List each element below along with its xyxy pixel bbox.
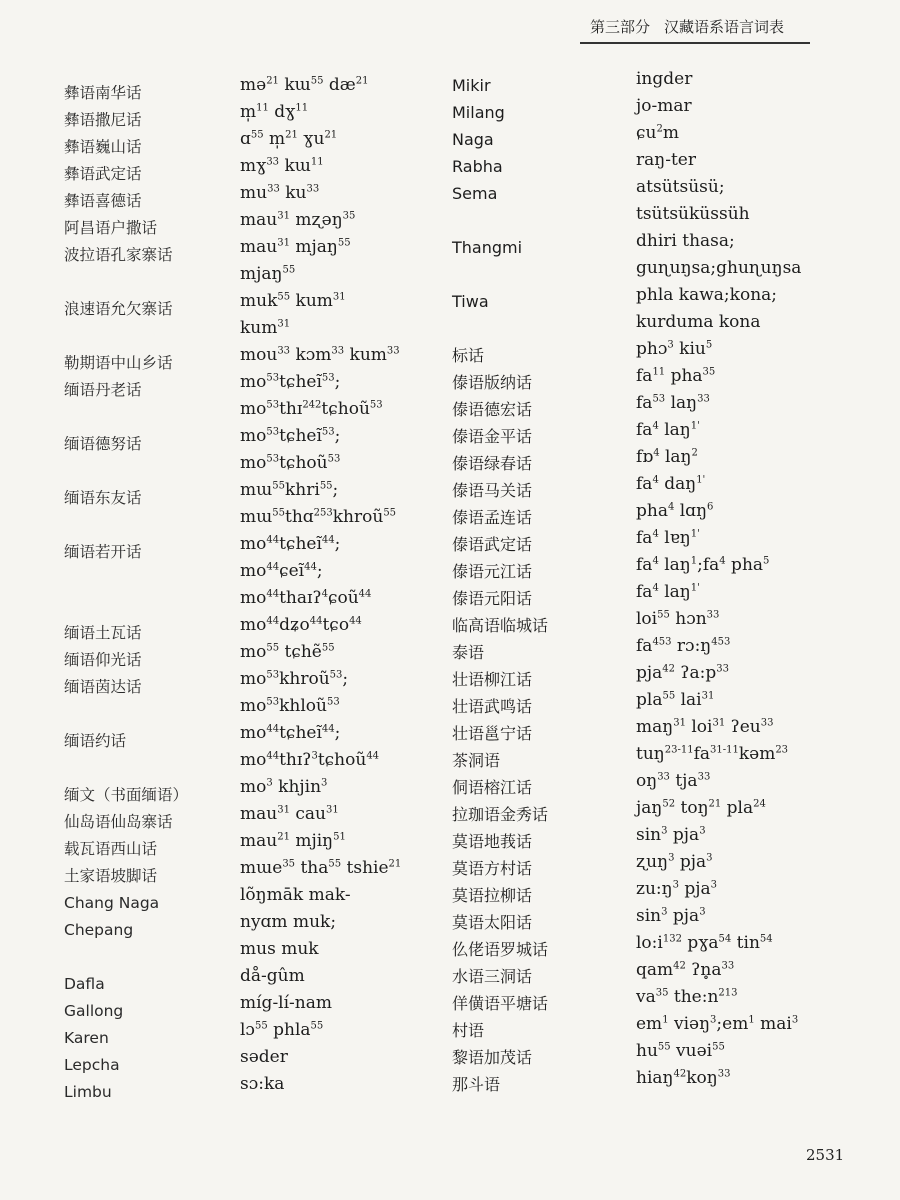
- word-form: $lo:i^{132}$ pɣa$^{54}$ tin$^{54}$: [636, 933, 773, 953]
- word-form: mau$^{21}$ mjiŋ$^{51}$: [240, 831, 346, 851]
- word-form: $oŋ^{33}$ tja$^{33}$: [636, 771, 711, 791]
- language-name: 傣语绿春话: [452, 454, 533, 473]
- word-form: mau$^{31}$ mʐəŋ$^{35}$: [240, 210, 356, 230]
- word-form: míg-lí-nam: [240, 993, 333, 1013]
- word-form: $mo^{53}khroũ^{53}$;: [240, 669, 349, 689]
- word-form: $mo^{53}tɕheĩ^{53}$;: [240, 426, 341, 446]
- word-form: mɯ$^{55}$thɑ$^{253}$khroũ$^{55}$: [240, 507, 397, 527]
- word-form: $fa^4$ lɐŋ$^{1'}$: [636, 528, 700, 548]
- language-name: 缅语德努话: [64, 435, 142, 453]
- language-name: 壮语武鸣话: [452, 697, 533, 716]
- language-name: [64, 458, 234, 485]
- language-name: 水语三洞话: [452, 967, 533, 986]
- word-form: ɑ$^{55}$ m̩$^{21}$ ɣu$^{21}$: [240, 129, 338, 149]
- word-form: raŋ-ter: [636, 150, 696, 170]
- language-name: 标话: [452, 346, 485, 365]
- word-form: $mo^{53}tɕheĩ^{53}$;: [240, 372, 341, 392]
- header-part: 第三部分: [590, 18, 651, 36]
- language-name: 佯僙语平塘话: [452, 994, 549, 1013]
- word-form: ingder: [636, 69, 693, 89]
- language-name: [64, 566, 234, 593]
- word-form: sɔ:ka: [240, 1074, 285, 1094]
- running-header: [590, 16, 800, 42]
- language-name: 莫语太阳话: [452, 913, 533, 932]
- language-name: Dafla: [64, 975, 105, 993]
- word-form: $em^1$ $viəŋ^3;em^1$ mai$^3$: [636, 1014, 799, 1034]
- language-name: 缅语丹老话: [64, 381, 142, 399]
- word-form: $mo^{44}thɪʔ^3tɕhoũ^{44}$: [240, 750, 380, 770]
- language-name: 傣语版纳话: [452, 373, 533, 392]
- word-form: maŋ$^{31}$ loi$^{31}$ ʔeu$^{33}$: [636, 717, 774, 737]
- page-number: 2531: [806, 1146, 845, 1164]
- language-name: [64, 944, 234, 971]
- word-form: $fa^4$ laŋ$^{1'}$: [636, 420, 700, 440]
- language-name: 黎语加茂话: [452, 1048, 533, 1067]
- language-name: Naga: [452, 130, 494, 149]
- language-name: Rabha: [452, 157, 503, 176]
- language-name: [64, 404, 234, 431]
- word-form: pja$^{42}$ $ʔa:p^{33}$: [636, 663, 730, 683]
- word-form: ɕu$^2$m: [636, 123, 679, 143]
- word-form: $fa^{11}$ pha$^{35}$: [636, 366, 716, 386]
- language-name: Mikir: [452, 76, 491, 95]
- word-form: jo-mar: [636, 96, 692, 116]
- word-form: $fa^4$ $laŋ^1;fa^4$ pha$^5$: [636, 555, 770, 575]
- word-form: səder: [240, 1047, 288, 1067]
- word-form: hiaŋ$^{42}$koŋ$^{33}$: [636, 1068, 731, 1088]
- word-form: $fa^4$ daŋ$^{1'}$: [636, 474, 706, 494]
- word-form: mjaŋ$^{55}$: [240, 264, 296, 284]
- language-name: Sema: [452, 184, 498, 203]
- header-title: 汉藏语系语言词表: [664, 18, 785, 36]
- word-form: pla$^{55}$ lai$^{31}$: [636, 690, 715, 710]
- word-form: $tuŋ^{23-11}fa^{31-11}kəm^{23}$: [636, 744, 789, 764]
- word-form: kum$^{31}$: [240, 318, 291, 338]
- language-name: 勒期语中山乡话: [64, 354, 173, 372]
- word-form: $mo^{53}khloũ^{53}$: [240, 696, 340, 716]
- word-form: mə$^{21}$ kɯ$^{55}$ $dæ^{21}$: [240, 75, 369, 95]
- language-name: Chang Naga: [64, 894, 160, 912]
- language-name: [64, 593, 234, 620]
- language-name: 缅语茵达话: [64, 678, 142, 696]
- word-form: mɯ$^{55}$khri$^{55}$;: [240, 480, 339, 500]
- language-name: 波拉语孔家寨话: [64, 246, 173, 264]
- word-form: jaŋ$^{52}$ toŋ$^{21}$ pla$^{24}$: [636, 798, 766, 818]
- form-column-right: [636, 66, 886, 1092]
- language-name: [64, 269, 234, 296]
- word-form: $fa^{453}$ $rɔ:ŋ^{453}$: [636, 636, 731, 656]
- word-form: $mo^{44}thaɪʔ^4ɕoũ^{44}$: [240, 588, 372, 608]
- word-form: mɣ$^{33}$ kɯ$^{11}$: [240, 156, 324, 176]
- language-name: 缅语仰光话: [64, 651, 142, 669]
- word-form: $mo^3$ khjin$^3$: [240, 777, 328, 797]
- language-name: 缅文（书面缅语）: [64, 786, 189, 804]
- language-name: 茶洞语: [452, 751, 501, 770]
- word-form: phɔ$^3$ kiu$^5$: [636, 339, 713, 359]
- word-form: $zu:ŋ^3$ pja$^3$: [636, 879, 718, 899]
- language-name: 拉珈语金秀话: [452, 805, 549, 824]
- language-name: 彝语喜德话: [64, 192, 142, 210]
- language-name: 傣语元阳话: [452, 589, 533, 608]
- language-name: 那斗语: [452, 1075, 501, 1094]
- language-name: Karen: [64, 1029, 109, 1047]
- word-form: då-gûm: [240, 966, 305, 986]
- word-form: phla kawa;kona;: [636, 285, 778, 305]
- word-form: $hu^{55}$ vuəi$^{55}$: [636, 1041, 725, 1061]
- language-name: Gallong: [64, 1002, 124, 1020]
- language-name: 彝语撒尼话: [64, 111, 142, 129]
- word-form: atsütsüsü;: [636, 177, 725, 197]
- language-name: 傣语武定话: [452, 535, 533, 554]
- language-name: Limbu: [64, 1083, 112, 1101]
- language-name: [452, 315, 632, 342]
- language-name: Chepang: [64, 921, 134, 939]
- word-form: $fa^{53}$ laŋ$^{33}$: [636, 393, 710, 413]
- language-name: 缅语若开话: [64, 543, 142, 561]
- language-name: 傣语德宏话: [452, 400, 533, 419]
- language-name: 傣语金平话: [452, 427, 533, 446]
- word-form: mou$^{33}$ kɔm$^{33}$ kum$^{33}$: [240, 345, 400, 365]
- language-name: Thangmi: [452, 238, 523, 257]
- language-name: 村语: [452, 1021, 485, 1040]
- language-name: 浪速语允欠寨话: [64, 300, 173, 318]
- language-name: 莫语方村话: [452, 859, 533, 878]
- word-form: $mo^{44}dʑo^{44}tɕo^{44}$: [240, 615, 362, 635]
- language-name: 载瓦语西山话: [64, 840, 158, 858]
- word-form: ʐuŋ$^3$ pja$^3$: [636, 852, 713, 872]
- word-form: muk$^{55}$ kum$^{31}$: [240, 291, 346, 311]
- language-name: [452, 207, 632, 234]
- language-name: [452, 261, 632, 288]
- language-name: 壮语邕宁话: [452, 724, 533, 743]
- word-form: mus muk: [240, 939, 319, 959]
- language-name: 傣语孟连话: [452, 508, 533, 527]
- word-form: $mu^{33}$ $ku^{33}$: [240, 183, 320, 203]
- word-form: qam$^{42}$ $ʔn̥a^{33}$: [636, 960, 735, 980]
- language-name: Tiwa: [452, 292, 489, 311]
- word-form: mau$^{31}$ cau$^{31}$: [240, 804, 339, 824]
- language-name: [64, 755, 234, 782]
- language-name: 仫佬语罗城话: [452, 940, 549, 959]
- language-name: [64, 512, 234, 539]
- word-form: $mo^{53}tɕhoũ^{53}$: [240, 453, 341, 473]
- language-name: Lepcha: [64, 1056, 120, 1074]
- word-form: fɒ$^4$ laŋ$^2$: [636, 447, 698, 467]
- word-form: $mo^{55}$ tɕhẽ$^{55}$: [240, 642, 335, 662]
- word-form: guɳuŋsa;ghuɳuŋsa: [636, 258, 802, 278]
- word-form: $mo^{44}tɕheĩ^{44}$;: [240, 534, 341, 554]
- word-form: mɯe$^{35}$ tha$^{55}$ tshie$^{21}$: [240, 858, 402, 878]
- language-name: [64, 701, 234, 728]
- word-form: tsütsüküssüh: [636, 204, 750, 224]
- language-name: 泰语: [452, 643, 485, 662]
- form-column-left: [240, 72, 450, 1098]
- word-form: lõŋmāk mak-: [240, 885, 351, 905]
- language-name: 彝语南华话: [64, 84, 142, 102]
- word-form: pha$^4$ lɑŋ$^6$: [636, 501, 714, 521]
- word-form: kurduma kona: [636, 312, 761, 332]
- word-form: lɔ$^{55}$ phla$^{55}$: [240, 1020, 324, 1040]
- language-name: 阿昌语户撒话: [64, 219, 158, 237]
- language-name: 傣语元江话: [452, 562, 533, 581]
- language-name: 侗语榕江话: [452, 778, 533, 797]
- language-name: 壮语柳江话: [452, 670, 533, 689]
- word-form: m̩$^{11}$ dɣ$^{11}$: [240, 102, 309, 122]
- word-form: $\sin^3 pja^3$: [636, 906, 706, 926]
- language-name: 缅语约话: [64, 732, 127, 750]
- language-column-left: [64, 80, 234, 1106]
- language-name: [64, 323, 234, 350]
- language-name: 仙岛语仙岛寨话: [64, 813, 173, 831]
- word-form: $va^{35}$ $the:n^{213}$: [636, 987, 738, 1007]
- language-name: 临高语临城话: [452, 616, 549, 635]
- language-name: 莫语地莪话: [452, 832, 533, 851]
- word-form: nyɑm muk;: [240, 912, 337, 932]
- word-form: $mo^{53}thɪ^{242}tɕhoũ^{53}$: [240, 399, 383, 419]
- word-form: $\sin^3 pja^3$: [636, 825, 706, 845]
- language-name: Milang: [452, 103, 505, 122]
- word-form: $mo^{44}tɕheĩ^{44}$;: [240, 723, 341, 743]
- language-name: 彝语巍山话: [64, 138, 142, 156]
- word-form: $mo^{44}ɕeĩ^{44}$;: [240, 561, 323, 581]
- word-form: $fa^4$ laŋ$^{1'}$: [636, 582, 700, 602]
- language-column-right: [452, 72, 632, 1098]
- language-name: 土家语坡脚话: [64, 867, 158, 885]
- language-name: 莫语拉柳话: [452, 886, 533, 905]
- word-form: dhiri thasa;: [636, 231, 735, 251]
- language-name: 缅语土瓦话: [64, 624, 142, 642]
- language-name: 傣语马关话: [452, 481, 533, 500]
- language-name: 缅语东友话: [64, 489, 142, 507]
- header-rule: [580, 42, 810, 44]
- word-form: mau$^{31}$ mjaŋ$^{55}$: [240, 237, 351, 257]
- word-form: loi$^{55}$ hɔn$^{33}$: [636, 609, 720, 629]
- language-name: 彝语武定话: [64, 165, 142, 183]
